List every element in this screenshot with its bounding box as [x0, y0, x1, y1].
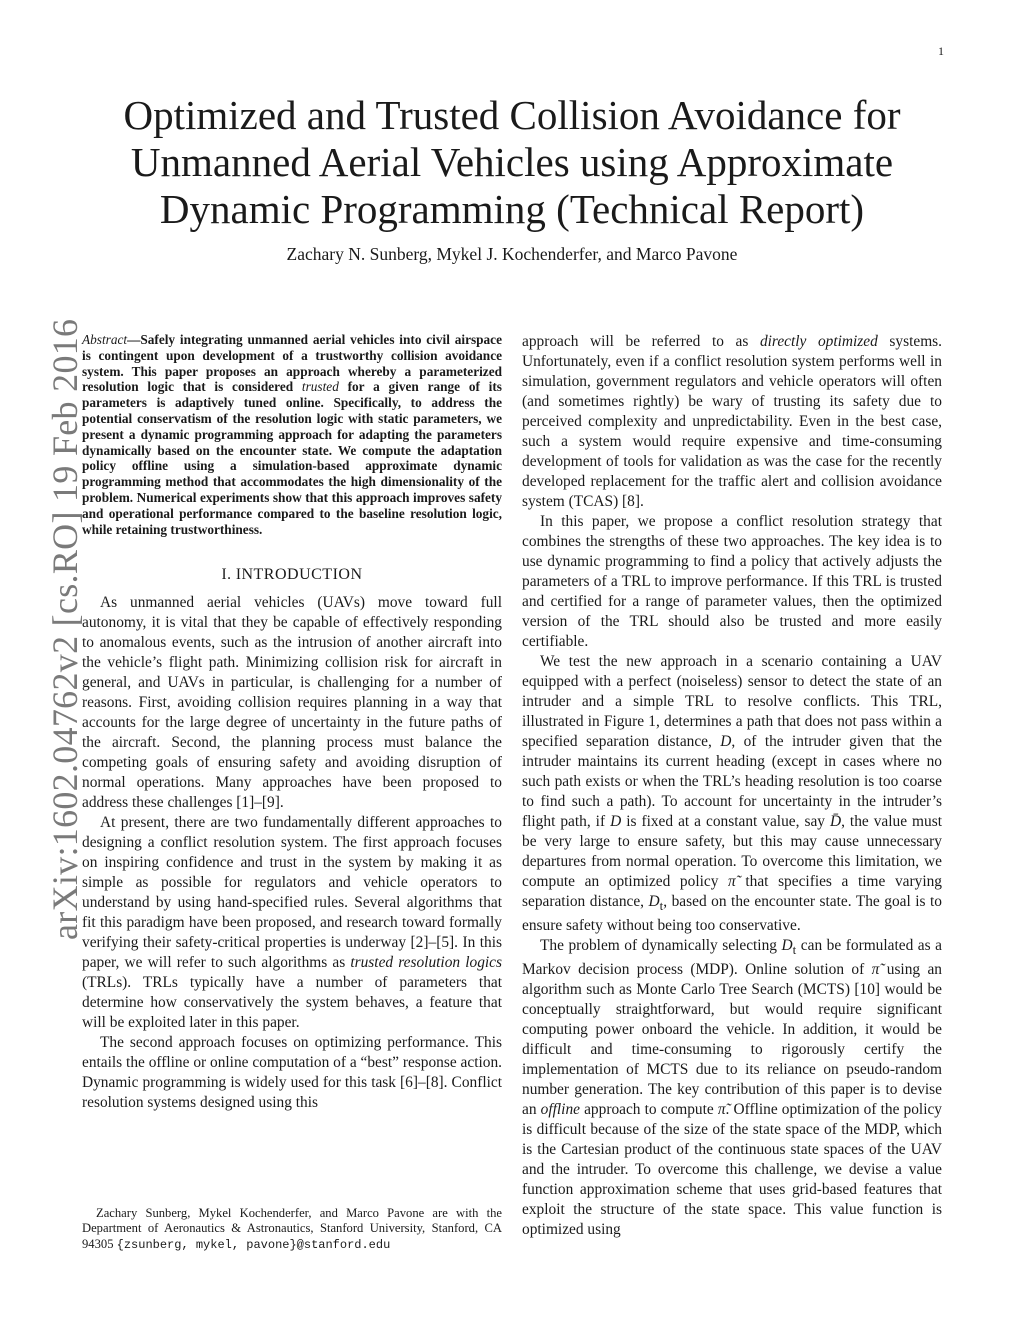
- footnote-text: Zachary Sunberg, Mykel Kochenderfer, and Marco Pavone are with the Department of Aeronautics & Astronautics, Stanford University, Stanford, CA 94305: [82, 1206, 502, 1251]
- paragraph-text: At present, there are two fundamentally different approaches to designing a conflict resolution system. The first approach focuses on inspiring confidence and trust in the system by making it as simple as possible for regulators and vehicle operators to understand by using hand-specified rules. Several algorithms that fit this paradigm have been proposed, and research toward formally verifying their safety-critical properties is underway [2]–[5]. In this paper, we will refer to such algorithms as: [82, 814, 502, 972]
- abstract-text: Safely integrating unmanned aerial vehicles into civil airspace is contingent upon development of a trustworthy collision avoidance system. This paper proposes an approach whereby a parameterized resolution logic that is considered: [82, 332, 502, 395]
- section-title-rest: NTRODUCTION: [241, 566, 363, 584]
- body-paragraph: The second approach focuses on optimizing performance. This entails the offline or online computation of a “best” response action. Dynamic programming is widely used for this task [6]–[8]. Conflict resolution systems designed using this: [82, 1034, 502, 1112]
- paragraph-text: . Offline optimization of the policy is difficult because of the size of the state space of the MDP, which is the Cartesian product of the continuous state spaces of the UAV and the intruder. To overcome this challenge, we devise a value function approximation scheme that uses grid-based features that exploit the structure of the state space. This value function is optimized using: [522, 1101, 943, 1239]
- abstract-dash: —: [127, 332, 141, 347]
- page-number: 1: [938, 44, 944, 58]
- math-symbol: D̄: [829, 813, 842, 830]
- paragraph-text: approach will be referred to as: [522, 333, 760, 350]
- body-paragraph: In this paper, we propose a conflict resolution strategy that combines the strengths of these two approaches. The key idea is to use dynamic programming to find a policy that actively adjusts the parameters of a TRL to improve performance. If this TRL is trusted and certified for a range of parameter values, then the optimized version of the TRL should also be trusted and more easily certifiable.: [522, 513, 942, 650]
- term-trl: trusted resolution logics: [350, 954, 502, 972]
- paragraph-text: approach to compute: [579, 1101, 718, 1119]
- paper-title: [100, 92, 924, 233]
- paragraph-text: can be formulated as a Markov decision process (MDP). Online solution of: [522, 937, 942, 979]
- title-line: Optimized and Trusted Collision Avoidance for: [123, 92, 901, 138]
- body-paragraph: As unmanned aerial vehicles (UAVs) move toward full autonomy, it is vital that they be capable of effectively responding to anomalous events, such as the intrusion of another aircraft into the vehicle’s flight path. Minimizing collision risk for aircraft in general, and UAVs in particular, is challenging for a number of reasons. First, avoiding collision requires planning in a way that accounts for the large degree of uncertainty in the future paths of the aircraft. Second, the planning process must balance the competing goals of ensuring safety and avoiding disruption of normal operations. Many approaches have been proposed to address these challenges [1]–[9].: [82, 594, 502, 812]
- abstract-emphasis: trusted: [301, 379, 339, 395]
- paragraph-text: We test the new approach in a scenario containing a UAV equipped with a perfect (noiseless) sensor to detect the state of an intruder and a simple TRL to resolve conflicts. This TRL, illustrated in Figure 1, determines a path that does not pass within a specified separation distance,: [522, 653, 942, 750]
- math-symbol: D: [781, 937, 793, 955]
- term-directly-optimized: directly optimized: [759, 333, 878, 350]
- paragraph-text: The problem of dynamically selecting: [540, 937, 782, 955]
- body-paragraph: [82, 813, 502, 1033]
- math-symbol: D: [610, 813, 622, 830]
- author-affiliation-footnote: [82, 1206, 502, 1253]
- footnote: [82, 1206, 502, 1253]
- section-first-letter: I: [235, 566, 242, 584]
- body-paragraph: [522, 936, 942, 1240]
- math-symbol: π̃: [728, 873, 736, 890]
- math-symbol: D: [720, 733, 732, 750]
- paragraph-text: that specifies a time varying separation distance,: [522, 873, 942, 910]
- section-heading-introduction: [82, 565, 502, 585]
- right-column: [522, 332, 942, 1240]
- math-symbol: π̃: [871, 961, 880, 979]
- paragraph-text: , the value must be very large to ensure safety, but this may cause unnecessary departures from normal operation. To overcome this limitation, we compute an optimized policy: [522, 813, 942, 890]
- abstract-label: Abstract: [82, 332, 128, 347]
- abstract-text: for a given range of its parameters is adaptively tuned online. Specifically, to address the potential conservatism of the resolution logic with static parameters, we present a dynamic programming approach for adapting the parameters dynamically based on the encounter state. We compute the adaptation policy offline using a simulation-based approximate dynamic programming method that accommodates the high dimensionality of the problem. Numerical experiments show that this approach improves safety and operational performance compared to the baseline resolution logic, while retaining trustworthiness.: [82, 379, 502, 537]
- body-paragraph: [522, 652, 942, 936]
- paragraph-text: is fixed at a constant value, say: [621, 813, 830, 830]
- math-subscript: t: [792, 943, 797, 958]
- body-paragraph: [522, 332, 942, 512]
- term-offline: offline: [540, 1101, 580, 1119]
- section-numeral: I.: [221, 566, 236, 584]
- paragraph-text: systems. Unfortunately, even if a conflict resolution system performs well in simulation, government regulators and vehicle operators will often (and sometimes rightly) be wary of trusting its safety due to perceived complexity and unpredictability. Even in the best case, such a system would require expensive and time-consuming development of tools for validation as was the case for the recently developed replacement for the traffic alert and collision avoidance system (TCAS) [8].: [522, 333, 943, 510]
- paragraph-text: , of the intruder given that the intruder maintains its current heading (except in cases where no such path exists or when the TRL’s heading resolution is too coarse to find such a path). To account for uncertainty in the intruder’s flight path, if: [522, 733, 942, 830]
- author-emails: {zsunberg, mykel, pavone}@stanford.edu: [116, 1237, 391, 1252]
- paragraph-text: using an algorithm such as Monte Carlo Tree Search (MCTS) [10] would be conceptually straightforward, but would require significant computing power onboard the vehicle. In addition, it would be difficult and time-consuming to rigorously certify the implementation of MCTS due to its reliance on pseudo-random number generation. The key contribution of this paper is to devise an: [522, 961, 943, 1119]
- paragraph-text: (TRLs). TRLs typically have a number of parameters that determine how conservatively the system behaves, a feature that will be exploited later in this paper.: [82, 974, 502, 1032]
- left-column: [82, 332, 502, 1113]
- math-symbol: D: [648, 893, 660, 910]
- title-line: Unmanned Aerial Vehicles using Approximate: [130, 139, 894, 185]
- math-symbol: π̃: [717, 1101, 726, 1119]
- math-subscript: t: [659, 899, 664, 914]
- abstract: [82, 332, 502, 537]
- title-line: Dynamic Programming (Technical Report): [159, 186, 865, 232]
- paragraph-text: , based on the encounter state. The goal is to ensure safety without being too conservative.: [522, 893, 943, 935]
- author-list: Zachary N. Sunberg, Mykel J. Kochenderfer, and Marco Pavone: [286, 244, 738, 264]
- arxiv-identifier: arXiv:1602.04762v2 [cs.RO] 19 Feb 2016: [45, 318, 85, 940]
